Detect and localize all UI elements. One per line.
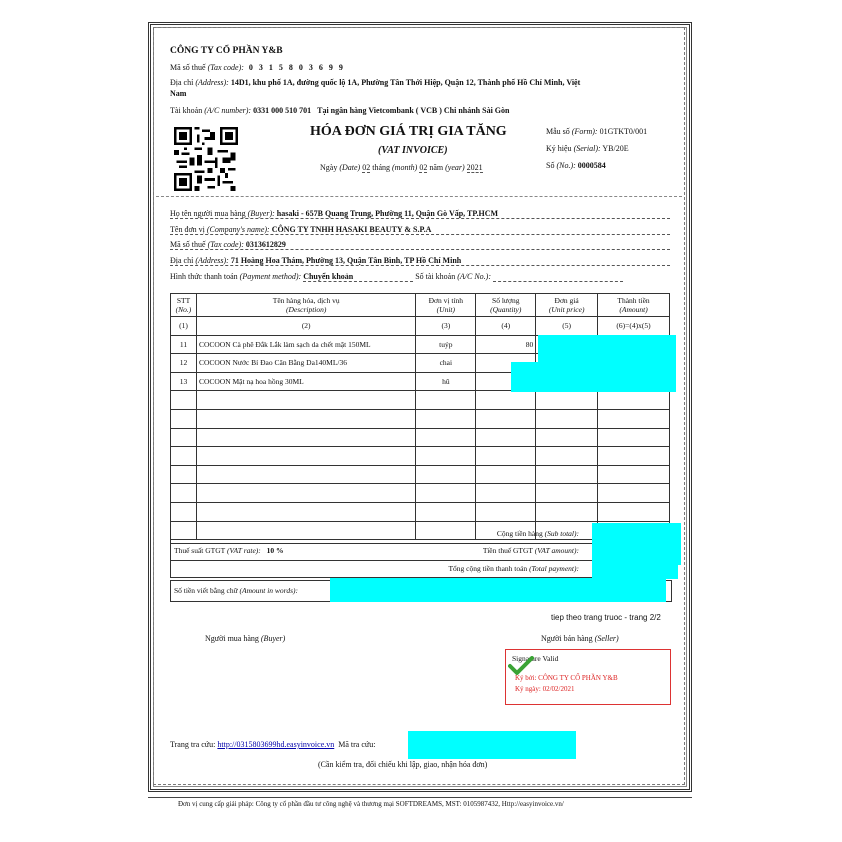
footer-divider [148, 797, 692, 798]
footer-provider: Đơn vị cung cấp giải pháp: Công ty cổ phần đầu tư công nghệ và thương mại SOFTDREAMS, MST: 0105987432, Http://easyinvoice.vn/ [178, 800, 564, 808]
table-row-empty [171, 391, 670, 410]
checkmark-icon [508, 656, 534, 676]
table-row-empty [171, 502, 670, 521]
invoice-serial: Ký hiệu (Serial): YB/20E [546, 144, 629, 153]
table-row-empty [171, 447, 670, 466]
redaction-box [538, 335, 676, 362]
lookup-url-link[interactable]: http://0315803699hd.easyinvoice.vn [217, 740, 335, 749]
table-row-empty [171, 428, 670, 447]
seller-address-row: Địa chỉ (Address): 14D1, khu phố 1A, đường quốc lộ 1A, Phường Tân Thới Hiệp, Quận 12, Thành phố Hồ Chí Minh, Việt [170, 78, 581, 87]
buyer-address-row: Địa chỉ (Address): 71 Hoàng Hoa Thám, Phường 13, Quận Tân Bình, TP Hồ Chí Minh [170, 256, 670, 266]
qr-code-icon [174, 127, 238, 191]
seller-address-line2: Nam [170, 89, 187, 98]
col-header-unit: Đơn vị tính (Unit) [416, 294, 476, 317]
seller-tax-code: 0 3 1 5 8 0 3 6 9 9 [248, 63, 345, 72]
lookup-note: (Cần kiểm tra, đối chiếu khi lập, giao, nhận hóa đơn) [318, 760, 488, 769]
signature-valid-text: Signature Valid [512, 654, 559, 663]
redaction-box [592, 565, 678, 579]
seller-tax-row: Mã số thuế (Tax code): 0 3 1 5 8 0 3 6 9 9 [170, 63, 345, 72]
seller-company: CÔNG TY CỔ PHẦN Y&B [170, 46, 283, 56]
col-header-no: STT (No.) [171, 294, 197, 317]
amount-in-words-row: Số tiền viết bằng chữ (Amount in words): [170, 580, 672, 602]
table-header-row [171, 294, 670, 317]
seller-signature-label: Người bán hàng (Seller) [541, 634, 619, 643]
invoice-subtitle: (VAT INVOICE) [378, 145, 448, 156]
vat-row: Thuế suất GTGT (VAT rate): 10 % Tiền thuế GTGT (VAT amount): [170, 543, 672, 561]
redaction-box [592, 523, 681, 565]
table-row-empty [171, 409, 670, 428]
items-table [170, 293, 670, 540]
table-index-row: (1) (2) (3) (4) (5) (6)=(4)x(5) [171, 317, 670, 336]
redaction-box [511, 362, 676, 392]
signed-by-text: Ký bởi: CÔNG TY CỔ PHẦN Y&B [515, 674, 618, 682]
page-continued: tiep theo trang truoc - trang 2/2 [551, 613, 661, 622]
buyer-company-row: Tên đơn vị (Company's name): CÔNG TY TNHH HASAKI BEAUTY & S.P.A [170, 225, 670, 235]
seller-account-row: Tài khoản (A/C number): 0331 000 510 701 Tại ngân hàng Vietcombank ( VCB ) Chi nhánh Sài Gòn [170, 106, 510, 115]
redaction-box [408, 731, 576, 759]
col-header-quantity: Số lượng (Quantity) [476, 294, 536, 317]
col-header-description: Tên hàng hóa, dịch vụ (Description) [196, 294, 415, 317]
signed-date-text: Ký ngày: 02/02/2021 [515, 685, 575, 693]
digital-signature-box [505, 649, 671, 705]
total-payment-row: Tổng cộng tiền thanh toán (Total payment): [170, 560, 672, 578]
invoice-date: Ngày (Date) 02 tháng (month) 02 năm (year) 2021 [320, 163, 483, 172]
buyer-name-row: Họ tên người mua hàng (Buyer): hasaki - 657B Quang Trung, Phường 11, Quận Gò Vấp, TP.HCM [170, 209, 670, 219]
table-row: 12 COCOON Nước Bí Đao Cân Bằng Da140ML/36 chai [171, 354, 670, 373]
invoice-number: Số (No.): 0000584 [546, 161, 606, 170]
col-header-amount: Thành tiền (Amount) [598, 294, 670, 317]
col-header-unit-price: Đơn giá (Unit price) [536, 294, 598, 317]
subtotal-row: Cộng tiền hàng (Sub total): [170, 526, 672, 544]
section-divider [156, 196, 682, 197]
buyer-payment-row: Hình thức thanh toán (Payment method): Chuyển khoản Số tài khoản (A/C No.): [170, 272, 670, 282]
table-row: 13 COCOON Mặt nạ hoa hồng 30ML hũ [171, 372, 670, 391]
buyer-signature-label: Người mua hàng (Buyer) [205, 634, 286, 643]
invoice-form: Mẫu số (Form): 01GTKT0/001 [546, 127, 648, 136]
table-row-empty [171, 484, 670, 503]
table-row: 11 COCOON Cà phê Đắk Lắk làm sạch da chết mặt 150ML tuýp 80 [171, 335, 670, 354]
buyer-tax-row: Mã số thuế (Tax code): 0313612829 [170, 240, 670, 250]
lookup-row: Trang tra cứu: http://0315803699hd.easyinvoice.vn Mã tra cứu: [170, 740, 376, 749]
table-row-empty [171, 465, 670, 484]
invoice-title: HÓA ĐƠN GIÁ TRỊ GIA TĂNG [310, 124, 507, 139]
redaction-box [330, 578, 666, 602]
